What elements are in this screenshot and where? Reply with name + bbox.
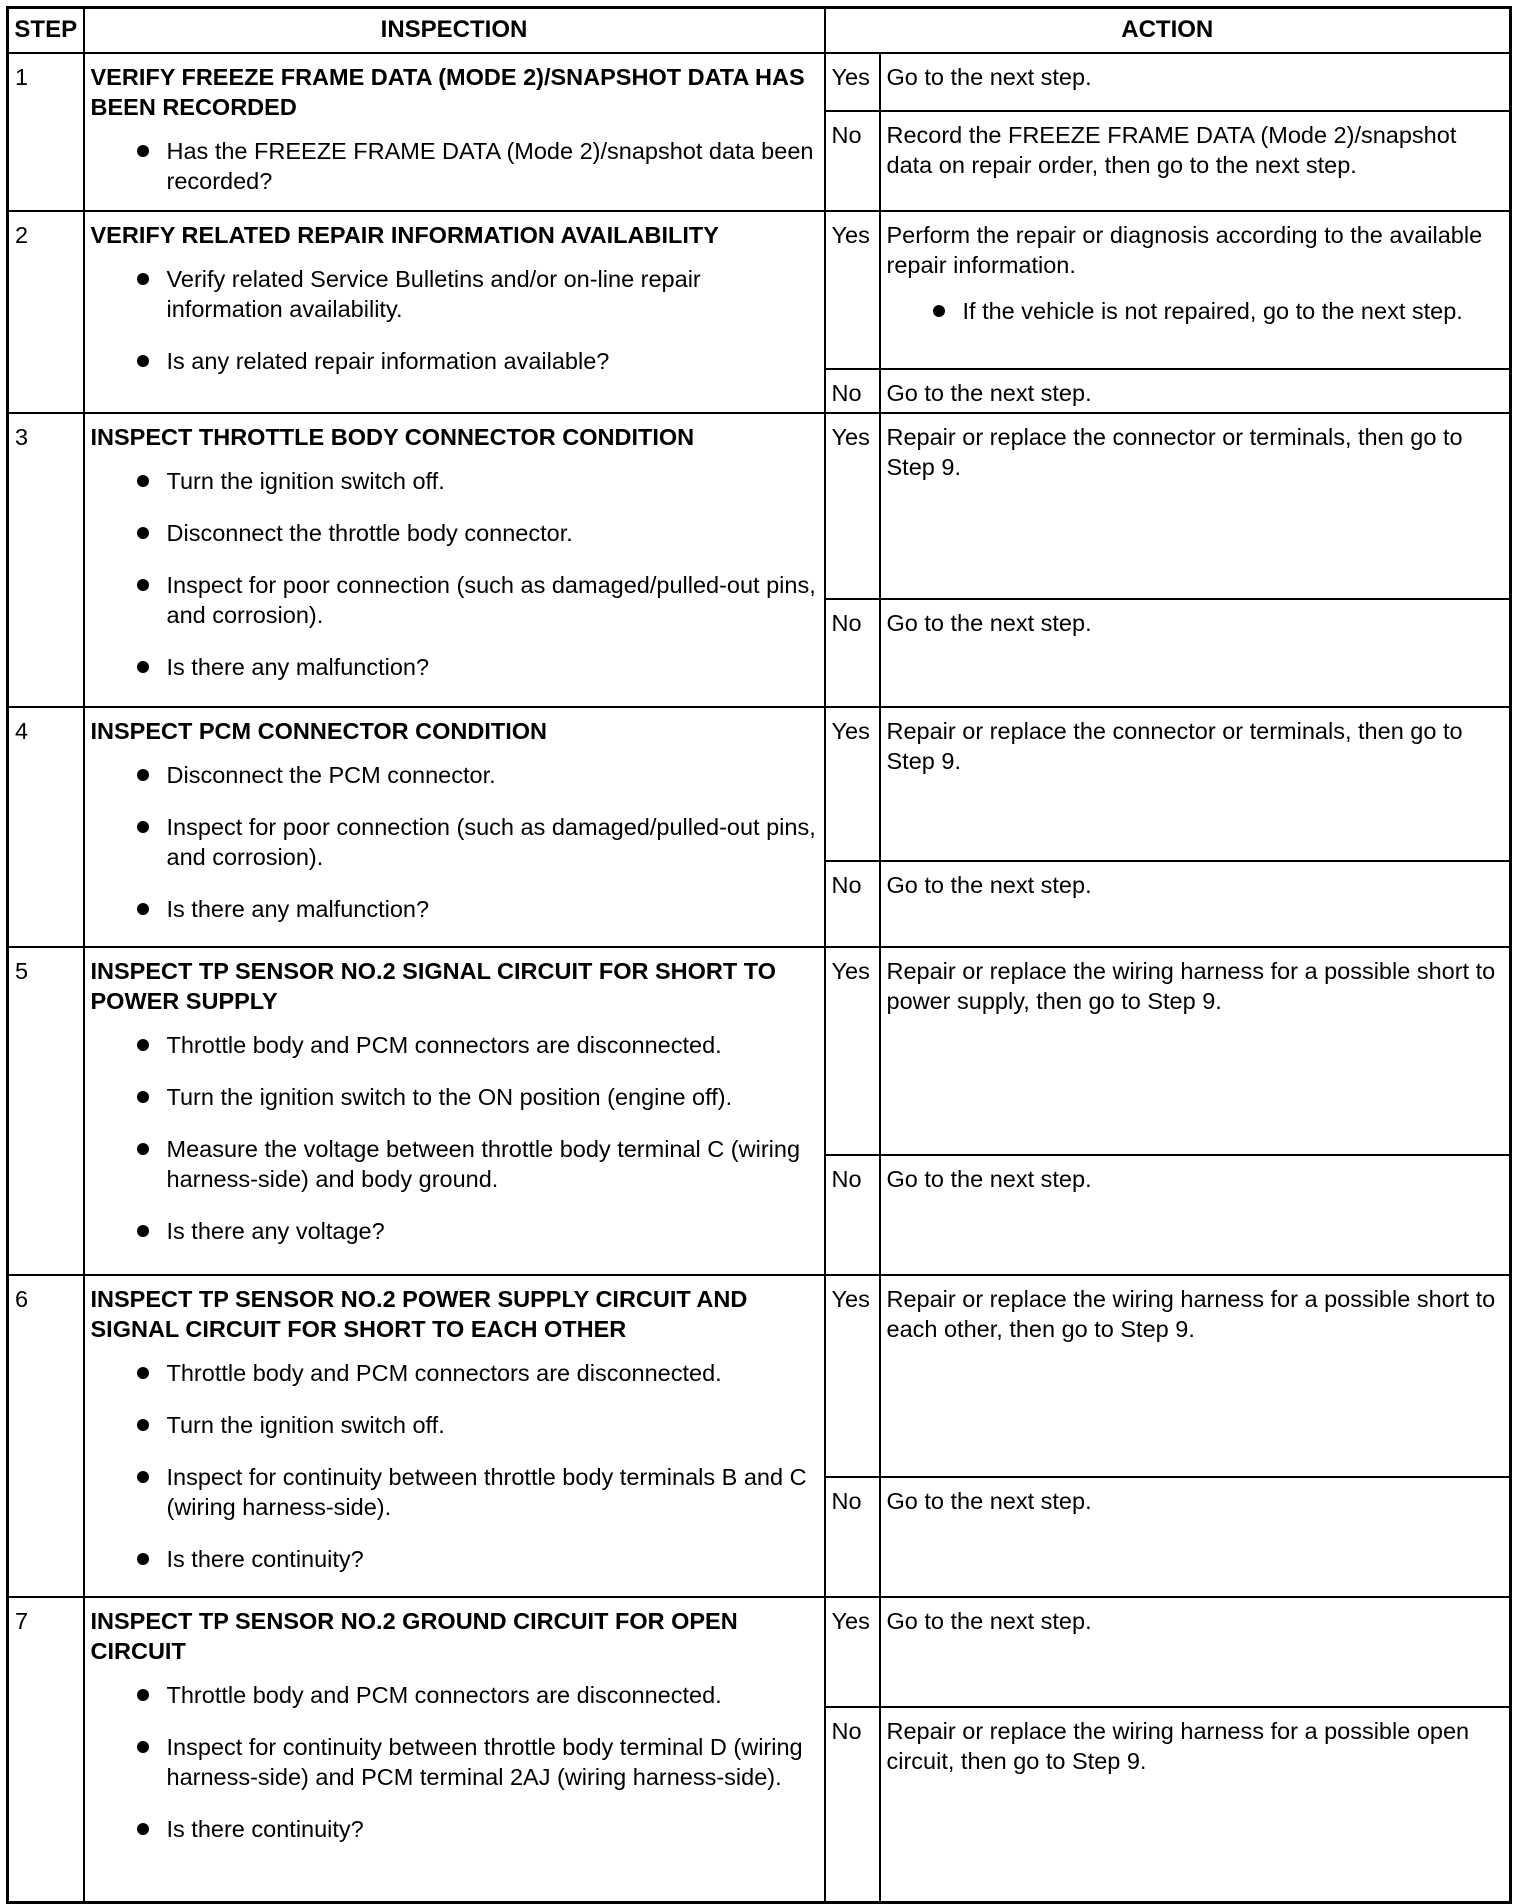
bullet-item: Measure the voltage between throttle body terminal C (wiring harness-side) and body ground.	[91, 1134, 818, 1194]
no-label: No	[825, 1155, 880, 1275]
step-5-yes-row	[8, 947, 1511, 1155]
bullet-item: Verify related Service Bulletins and/or on-line repair information availability.	[91, 264, 818, 324]
inspection-cell	[84, 413, 825, 707]
step-3-yes-row	[8, 413, 1511, 599]
bullet-item: Disconnect the throttle body connector.	[91, 518, 818, 548]
header-step: STEP	[8, 8, 84, 53]
header-inspection: INSPECTION	[84, 8, 825, 53]
bullet-item: Throttle body and PCM connectors are disconnected.	[91, 1680, 818, 1710]
yes-label: Yes	[825, 53, 880, 111]
bullet-item: Disconnect the PCM connector.	[91, 760, 818, 790]
no-label: No	[825, 1477, 880, 1597]
step-number: 1	[8, 53, 84, 211]
inspection-cell	[84, 947, 825, 1275]
bullet-item: Is there any voltage?	[91, 1216, 818, 1246]
bullet-item: Inspect for poor connection (such as damaged/pulled-out pins, and corrosion).	[91, 570, 818, 630]
action-bullet-list	[887, 296, 1504, 326]
yes-action: Go to the next step.	[880, 53, 1511, 111]
yes-action: Repair or replace the connector or terminals, then go to Step 9.	[880, 707, 1511, 861]
yes-action-cell	[880, 211, 1511, 369]
bullet-item: Inspect for continuity between throttle body terminals B and C (wiring harness-side).	[91, 1462, 818, 1522]
bullet-list	[91, 760, 818, 924]
diagnostic-procedure-table	[6, 6, 1512, 1904]
no-label: No	[825, 111, 880, 211]
step-title: INSPECT THROTTLE BODY CONNECTOR CONDITION	[90, 423, 695, 450]
yes-action: Repair or replace the connector or terminals, then go to Step 9.	[880, 413, 1511, 599]
no-label: No	[825, 369, 880, 413]
step-number: 6	[8, 1275, 84, 1597]
no-action: Go to the next step.	[880, 599, 1511, 707]
no-action: Repair or replace the wiring harness for a possible open circuit, then go to Step 9.	[880, 1707, 1511, 1903]
no-action: Record the FREEZE FRAME DATA (Mode 2)/snapshot data on repair order, then go to the next step.	[880, 111, 1511, 211]
no-action: Go to the next step.	[880, 861, 1511, 947]
bullet-item: Turn the ignition switch to the ON position (engine off).	[91, 1082, 818, 1112]
yes-label: Yes	[825, 707, 880, 861]
no-action: Go to the next step.	[880, 369, 1511, 413]
step-number: 3	[8, 413, 84, 707]
yes-label: Yes	[825, 1275, 880, 1477]
bullet-item: Inspect for poor connection (such as damaged/pulled-out pins, and corrosion).	[91, 812, 818, 872]
bullet-item: Is there any malfunction?	[91, 894, 818, 924]
bullet-item: Is there continuity?	[91, 1814, 818, 1844]
step-title: VERIFY FREEZE FRAME DATA (MODE 2)/SNAPSHOT DATA HAS BEEN RECORDED	[90, 63, 805, 120]
yes-action: Go to the next step.	[880, 1597, 1511, 1707]
step-2-yes-row	[8, 211, 1511, 369]
header-action: ACTION	[825, 8, 1511, 53]
yes-label: Yes	[825, 947, 880, 1155]
bullet-item: Inspect for continuity between throttle body terminal D (wiring harness-side) and PCM terminal 2AJ (wiring harness-side).	[91, 1732, 818, 1792]
bullet-item: Is any related repair information available?	[91, 346, 818, 376]
yes-action: Repair or replace the wiring harness for a possible short to each other, then go to Step 9.	[880, 1275, 1511, 1477]
action-bullet-item: If the vehicle is not repaired, go to the next step.	[887, 296, 1504, 326]
bullet-item: Has the FREEZE FRAME DATA (Mode 2)/snapshot data been recorded?	[91, 136, 818, 196]
bullet-list	[91, 1680, 818, 1844]
step-7-yes-row	[8, 1597, 1511, 1707]
bullet-list	[91, 1030, 818, 1246]
step-title: INSPECT TP SENSOR NO.2 GROUND CIRCUIT FOR OPEN CIRCUIT	[90, 1607, 738, 1664]
no-label: No	[825, 861, 880, 947]
bullet-item: Turn the ignition switch off.	[91, 1410, 818, 1440]
no-label: No	[825, 599, 880, 707]
bullet-list	[91, 264, 818, 376]
inspection-cell	[84, 1597, 825, 1903]
step-title: INSPECT TP SENSOR NO.2 SIGNAL CIRCUIT FOR SHORT TO POWER SUPPLY	[90, 957, 776, 1014]
header-row	[8, 8, 1511, 53]
no-action: Go to the next step.	[880, 1155, 1511, 1275]
step-title: VERIFY RELATED REPAIR INFORMATION AVAILABILITY	[90, 221, 719, 248]
step-number: 7	[8, 1597, 84, 1903]
yes-action: Perform the repair or diagnosis according to the available repair information.	[886, 221, 1483, 278]
step-number: 2	[8, 211, 84, 413]
inspection-cell	[84, 53, 825, 211]
no-action: Go to the next step.	[880, 1477, 1511, 1597]
step-title: INSPECT PCM CONNECTOR CONDITION	[90, 717, 548, 744]
inspection-cell	[84, 707, 825, 947]
bullet-list	[91, 136, 818, 196]
step-4-yes-row	[8, 707, 1511, 861]
yes-label: Yes	[825, 1597, 880, 1707]
yes-label: Yes	[825, 413, 880, 599]
step-number: 5	[8, 947, 84, 1275]
step-1-yes-row	[8, 53, 1511, 111]
yes-action: Repair or replace the wiring harness for a possible short to power supply, then go to Step 9.	[880, 947, 1511, 1155]
bullet-list	[91, 466, 818, 682]
step-number: 4	[8, 707, 84, 947]
inspection-cell	[84, 211, 825, 413]
bullet-item: Is there any malfunction?	[91, 652, 818, 682]
bullet-item: Throttle body and PCM connectors are disconnected.	[91, 1358, 818, 1388]
no-label: No	[825, 1707, 880, 1903]
bullet-item: Throttle body and PCM connectors are disconnected.	[91, 1030, 818, 1060]
step-6-yes-row	[8, 1275, 1511, 1477]
bullet-list	[91, 1358, 818, 1574]
step-title: INSPECT TP SENSOR NO.2 POWER SUPPLY CIRCUIT AND SIGNAL CIRCUIT FOR SHORT TO EACH OTHER	[90, 1285, 748, 1342]
bullet-item: Turn the ignition switch off.	[91, 466, 818, 496]
yes-label: Yes	[825, 211, 880, 369]
inspection-cell	[84, 1275, 825, 1597]
bullet-item: Is there continuity?	[91, 1544, 818, 1574]
